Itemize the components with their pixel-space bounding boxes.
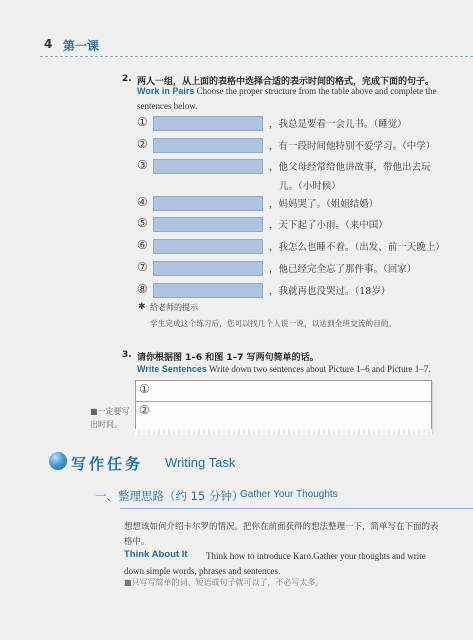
item-text: ，他已经完全忘了那件事。（回家）: [269, 264, 417, 275]
answer-blank[interactable]: [153, 159, 263, 174]
line-marker-2: ②: [139, 403, 150, 417]
think-about-it-body: Think how to introduce Karo.Gather your thoughts and write down simple words, phrases and sentences.: [124, 551, 426, 576]
page-number: 4: [44, 37, 53, 51]
side-note-line-2: 出时间。: [90, 420, 122, 429]
question-3-title: 请你根据图 1–6 和图 1–7 写两句简单的话。: [137, 353, 319, 363]
item-marker: ①: [137, 115, 148, 129]
writing-task-title: 写作任务: [71, 455, 144, 473]
writing-note: ■只写写简单的词、短语或句子就可以了，不必写太多。: [124, 578, 324, 587]
writing-box[interactable]: [135, 380, 432, 432]
item-text: ，有一段时间他特别不爱学习。（中学）: [269, 141, 436, 152]
header-divider: [40, 56, 473, 57]
teacher-tip-title: 给老师的提示: [150, 303, 198, 312]
item-text: ，我就再也没哭过。（18岁）: [269, 286, 391, 297]
item-text-continued: 儿。（小时候）: [279, 181, 341, 192]
torn-edge: [135, 429, 432, 435]
side-note-line-1: ■一定要写: [90, 407, 130, 416]
question-3-instruction-text: Write down two sentences about Picture 1–6 and Picture 1–7.: [208, 364, 431, 374]
item-text: ，我总是要看一会儿书。（睡觉）: [269, 119, 407, 130]
question-3-instruction: [137, 362, 447, 377]
item-marker: ②: [137, 137, 148, 151]
item-marker: ⑦: [137, 260, 148, 274]
question-2-number: 2.: [122, 74, 132, 84]
think-about-it-heading: Think About It: [124, 549, 188, 560]
section-ball-icon: [49, 452, 67, 470]
side-note: [90, 405, 130, 431]
item-text: ，他父母经常给他讲故事，带他出去玩: [269, 162, 431, 173]
item-marker: ④: [137, 195, 148, 209]
item-marker: ③: [137, 158, 148, 172]
answer-blank[interactable]: [153, 239, 263, 254]
item-marker: ⑤: [137, 216, 148, 230]
question-2-instruction: [137, 84, 442, 114]
item-marker: ⑧: [137, 282, 148, 296]
lesson-title: 第一课: [63, 39, 100, 53]
answer-blank[interactable]: [153, 196, 263, 211]
item-text: ，妈妈哭了。（姐姐结婚）: [269, 199, 379, 210]
writing-line: [136, 401, 431, 402]
question-2-instruction-text: Choose the proper structure from the table above and complete the sentences below.: [137, 86, 437, 111]
answer-blank[interactable]: [153, 283, 263, 298]
teacher-tip-body: 学生完成这个练习后，您可以找几个人说一说，以达到全班交流的目的。: [150, 319, 397, 328]
section-divider: [120, 508, 473, 509]
section-heading: 一、整理思路（约 15 分钟）: [95, 489, 244, 503]
question-2-heading: Work in Pairs: [137, 86, 195, 96]
tip-star-icon: ✱: [138, 302, 146, 312]
item-marker: ⑥: [137, 238, 148, 252]
answer-blank[interactable]: [153, 138, 263, 153]
answer-blank[interactable]: [153, 116, 263, 131]
answer-blank[interactable]: [153, 217, 263, 232]
question-3-number: 3.: [122, 350, 132, 360]
section-instruction: 想想该如何介绍卡尔罗的情况。把你在前面获得的想法整理一下，简单写在下面的表格中。: [124, 522, 439, 547]
writing-task-title-en: Writing Task: [165, 455, 236, 470]
item-text: ，我怎么也睡不着。（出发、前一天晚上）: [269, 242, 445, 253]
section-heading-en: Gather Your Thoughts: [240, 489, 338, 500]
line-marker-1: ①: [139, 382, 150, 396]
question-3-heading: Write Sentences: [137, 364, 207, 374]
answer-blank[interactable]: [153, 261, 263, 276]
item-text: ，天下起了小雨。（来中国）: [269, 220, 388, 231]
question-2-title: 两人一组，从上面的表格中选择合适的表示时间的格式，完成下面的句子。: [137, 77, 435, 87]
